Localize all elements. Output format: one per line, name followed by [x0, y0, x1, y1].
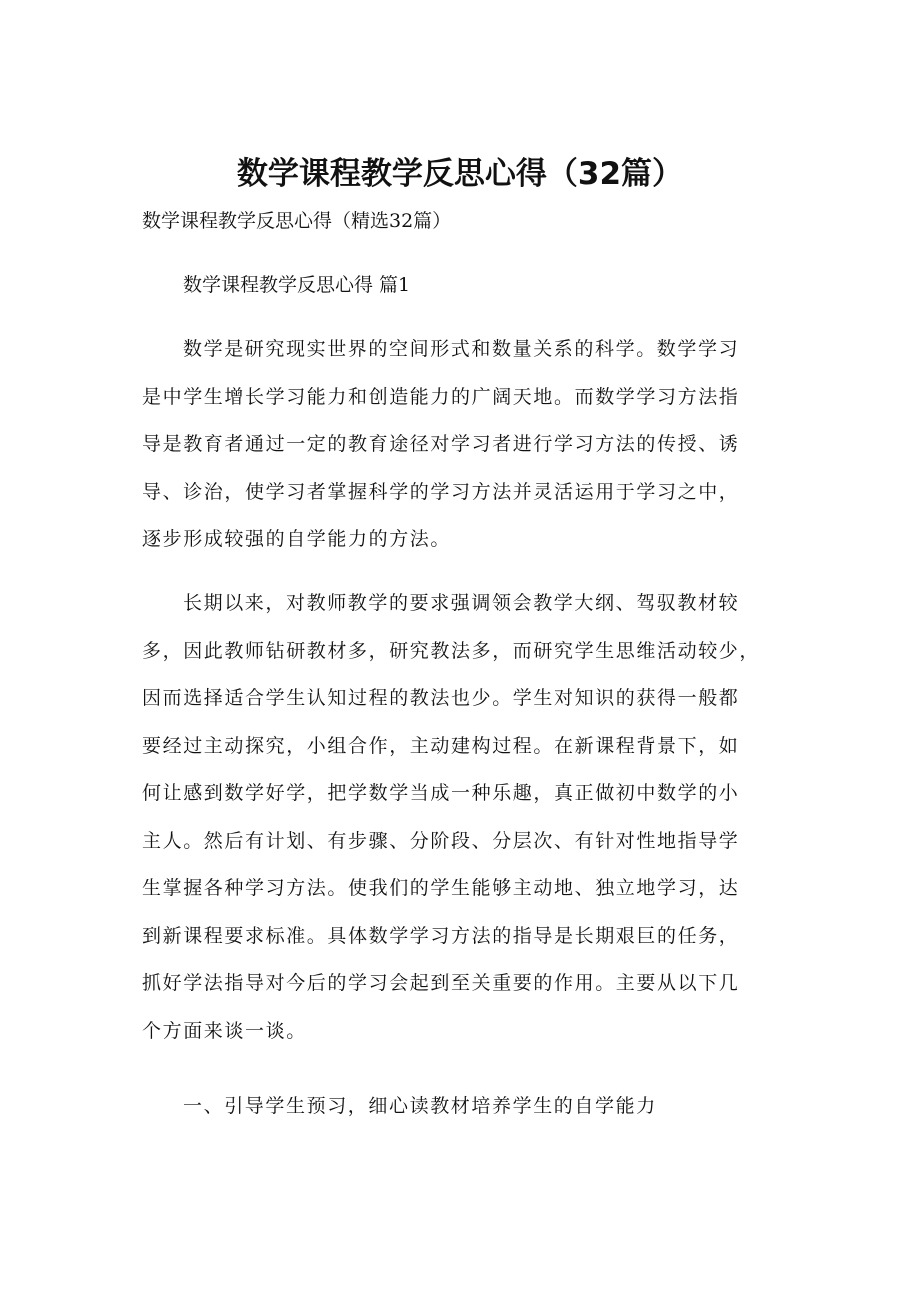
paragraph-line: 多，因此教师钻研教材多，研究教法多，而研究学生思维活动较少，: [142, 639, 761, 662]
paragraph-line: 生掌握各种学习方法。使我们的学生能够主动地、独立地学习，达: [142, 877, 740, 899]
paragraph-line: 导、诊治，使学习者掌握科学的学习方法并灵活运用于学习之中，: [142, 480, 740, 503]
paragraph-line: 个方面来谈一谈。: [142, 1019, 307, 1042]
paragraph-line: 主人。然后有计划、有步骤、分阶段、分层次、有针对性地指导学: [142, 829, 740, 852]
paragraph-1: [142, 326, 802, 564]
paragraph-line: 抓好学法指导对今后的学习会起到至关重要的作用。主要从以下几: [142, 972, 740, 994]
paragraph-line: 长期以来，对教师教学的要求强调领会教学大纲、驾驭教材较: [183, 592, 740, 614]
paragraph-line: 是中学生增长学习能力和创造能力的广阔天地。而数学学习方法指: [142, 385, 740, 408]
paragraph-line: 何让感到数学好学，把学数学当成一种乐趣，真正做初中数学的小: [142, 782, 740, 804]
document-subtitle: 数学课程教学反思心得（精选32篇）: [142, 210, 452, 232]
paragraph-line: 导是教育者通过一定的教育途径对学习者进行学习方法的传授、诱: [142, 433, 740, 455]
paragraph-line: 要经过主动探究，小组合作，主动建构过程。在新课程背景下，如: [142, 734, 740, 757]
paragraph-line: 逐步形成较强的自学能力的方法。: [142, 528, 452, 550]
document-title: 数学课程教学反思心得（32篇）: [236, 156, 684, 192]
section-heading: 数学课程教学反思心得 篇1: [183, 274, 411, 296]
paragraph-line: 到新课程要求标准。具体数学学习方法的指导是长期艰巨的任务，: [142, 924, 740, 947]
paragraph-2: [142, 580, 802, 1055]
point-heading-1: 一、引导学生预习，细心读教材培养学生的自学能力: [183, 1095, 657, 1117]
paragraph-line: 数学是研究现实世界的空间形式和数量关系的科学。数学学习: [183, 338, 740, 360]
paragraph-line: 因而选择适合学生认知过程的教法也少。学生对知识的获得一般都: [142, 687, 740, 709]
